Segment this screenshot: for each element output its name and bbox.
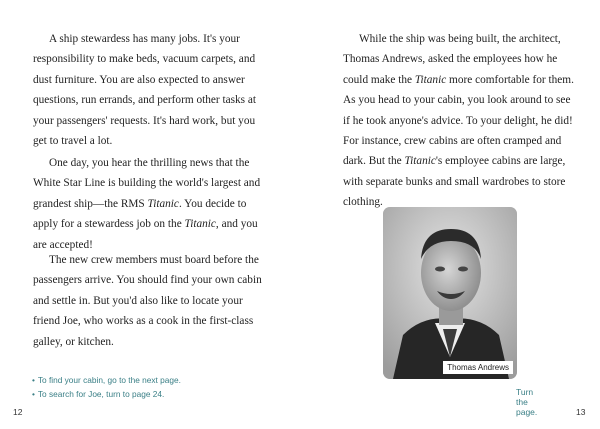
choice-search-joe-label: To search for Joe, turn to page 24. <box>37 389 165 399</box>
photo-caption: Thomas Andrews <box>443 361 513 374</box>
bullet-icon: • <box>32 375 35 385</box>
paragraph-titanic-news: One day, you hear the thrilling news that the White Star Line is building the world's largest and grandest ship—the RMS Titanic. You decide to apply for a stewardess job on the Titanic, and you are accepted! <box>33 157 261 251</box>
turn-page-link[interactable]: Turn the page. <box>516 387 538 417</box>
choice-list <box>32 373 282 401</box>
choice-find-cabin-label: To find your cabin, go to the next page. <box>37 375 181 385</box>
page-number-left: 12 <box>13 407 23 417</box>
paragraph-thomas-andrews: While the ship was being built, the architect, Thomas Andrews, asked the employees how he could make the Titanic more comfortable for them. As you head to your cabin, you look around to see if he took anyone's advice. To your delight, he did! For instance, crew cabins are often cramped and dark. But the Titanic's employee cabins are large, with separate bunks and small wardrobes to store clothing. <box>343 33 574 209</box>
choice-find-cabin[interactable] <box>32 373 282 387</box>
portrait-image <box>383 207 517 379</box>
page-number-right: 13 <box>576 407 586 417</box>
choice-search-joe[interactable] <box>32 387 282 401</box>
paragraph-stewardess-jobs: A ship stewardess has many jobs. It's your responsibility to make beds, vacuum carpets, and dust furniture. You are also expected to answer questions, run errands, and perform other tasks at your passengers' requests. It's hard work, but you get to travel a lot. <box>33 33 257 148</box>
paragraph-crew-boarding: The new crew members must board before the passengers arrive. You should find your own cabin and settle in. But you'd also like to locate your friend Joe, who works as a cook in the first-class galley, or kitchen. <box>33 254 262 348</box>
thomas-andrews-photo <box>383 207 517 379</box>
bullet-icon: • <box>32 389 35 399</box>
